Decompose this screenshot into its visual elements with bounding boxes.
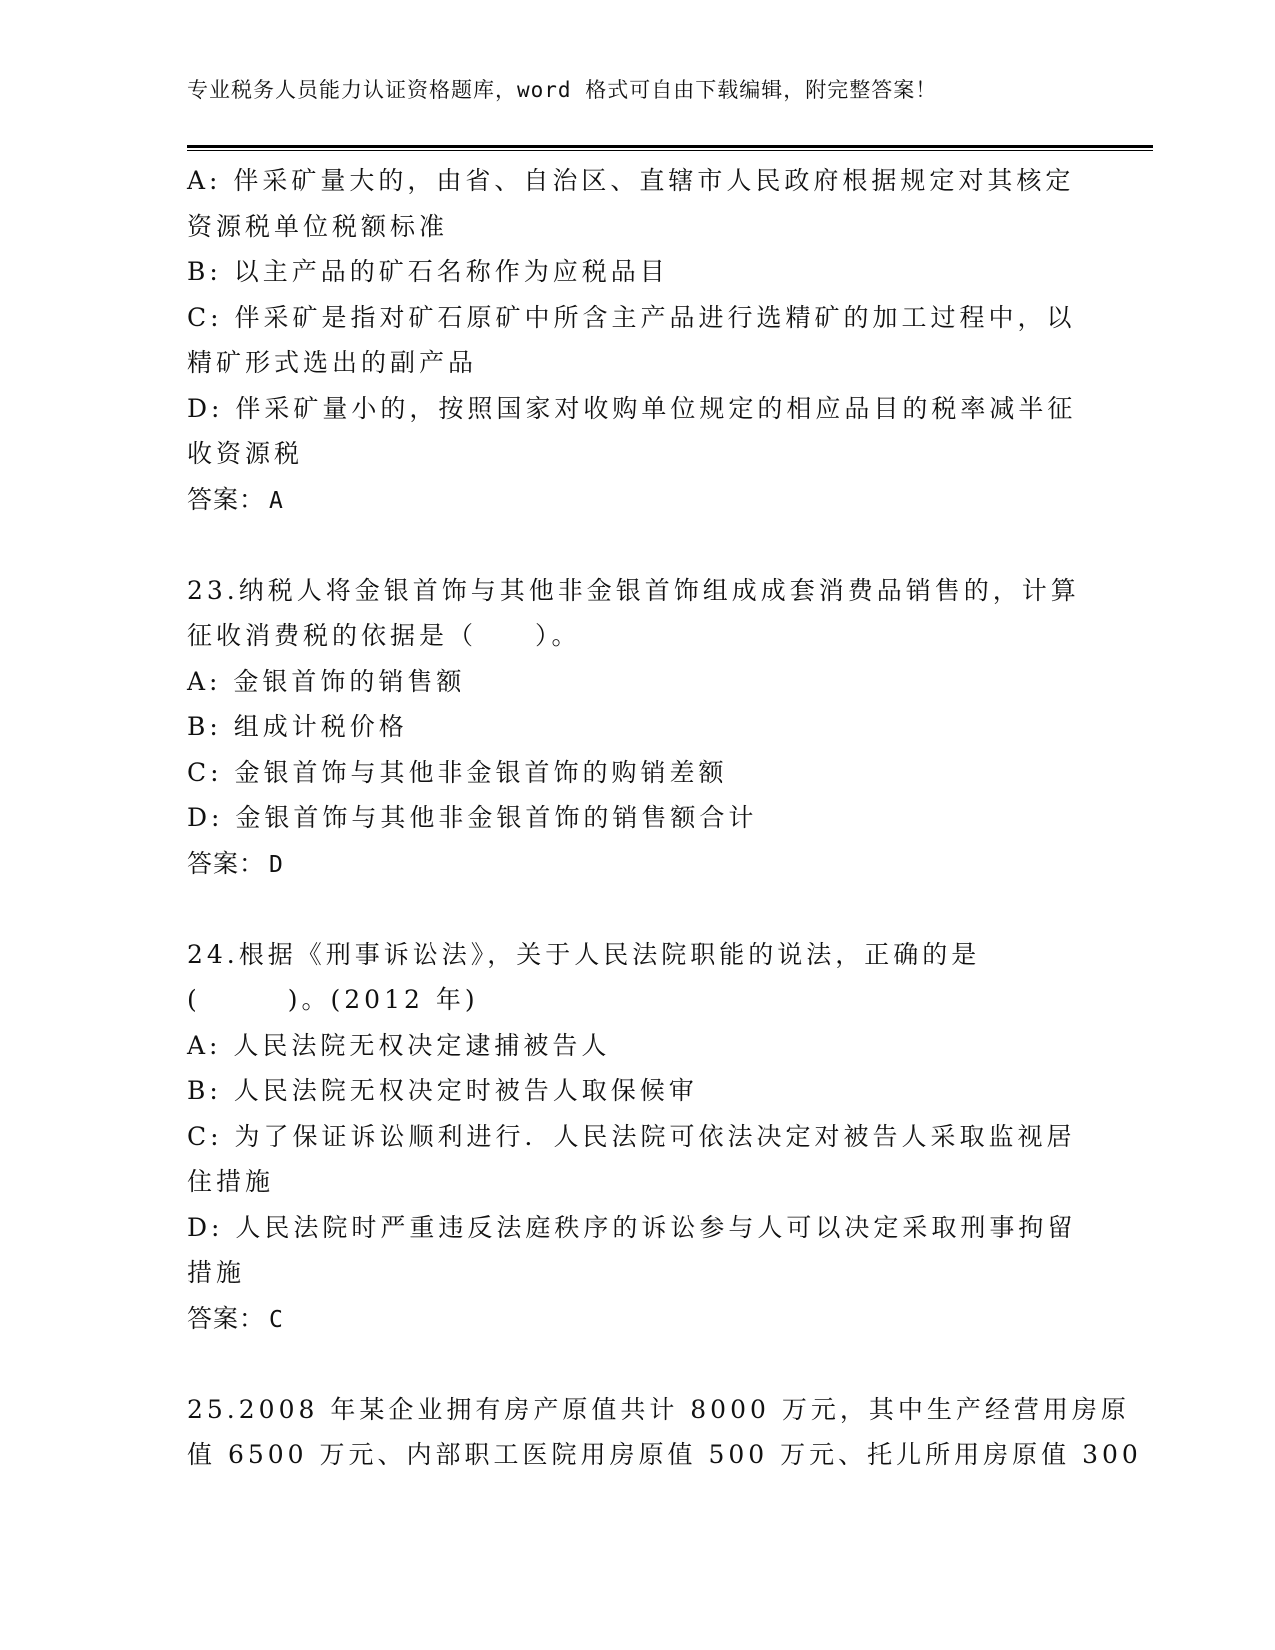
q23-stem-line1: 23.纳税人将金银首饰与其他非金银首饰组成成套消费品销售的，计算 <box>187 575 1080 605</box>
answer-label: 答案： <box>187 848 266 878</box>
q24-option-c-line1: C: 为了保证诉讼顺利进行．人民法院可依法决定对被告人采取监视居 <box>187 1121 1076 1151</box>
q23-stem-line2: 征收消费税的依据是（ ）。 <box>187 621 581 650</box>
q22-option-d-line1: D: 伴采矿量小的，按照国家对收购单位规定的相应品目的税率减半征 <box>187 393 1077 423</box>
answer-label: 答案： <box>187 1303 266 1333</box>
question-gap <box>187 522 1067 568</box>
q22-option-a-line1: A: 伴采矿量大的，由省、自治区、直辖市人民政府根据规定对其核定 <box>187 166 1075 195</box>
answer-value: C <box>269 1306 284 1333</box>
q23-option-a: A: 金银首饰的销售额 <box>187 666 466 696</box>
q24-stem-line2: ( )。(2012 年) <box>187 985 479 1014</box>
question-22 <box>187 158 1077 522</box>
page-header: 专业税务人员能力认证资格题库，word 格式可自由下载编辑，附完整答案！ <box>187 78 938 102</box>
q22-option-c-line2: 精矿形式选出的副产品 <box>187 348 478 377</box>
document-body <box>187 158 1142 1478</box>
q22-option-d-line2: 收资源税 <box>187 439 304 468</box>
q24-option-d-line2: 措施 <box>187 1258 246 1287</box>
answer-label: 答案： <box>187 484 266 514</box>
q24-answer <box>187 1296 1067 1342</box>
q24-option-c-line2: 住措施 <box>187 1167 275 1196</box>
q22-option-c-line1: C: 伴采矿是指对矿石原矿中所含主产品进行选精矿的加工过程中，以 <box>187 302 1076 332</box>
q23-answer <box>187 841 1067 887</box>
question-24 <box>187 932 1077 1342</box>
q23-option-d: D: 金银首饰与其他非金银首饰的销售额合计 <box>187 803 758 832</box>
q23-option-b: B: 组成计税价格 <box>187 712 408 741</box>
q24-option-d-line1: D: 人民法院时严重违反法庭秩序的诉讼参与人可以决定采取刑事拘留 <box>187 1212 1077 1242</box>
question-gap <box>187 1341 1067 1387</box>
q24-option-a: A: 人民法院无权决定逮捕被告人 <box>187 1030 611 1060</box>
q24-stem-line1: 24.根据《刑事诉讼法》，关于人民法院职能的说法，正确的是 <box>187 939 981 969</box>
header-divider <box>187 145 1153 151</box>
question-gap <box>187 886 1067 932</box>
answer-value: D <box>269 851 284 878</box>
q23-option-c: C: 金银首饰与其他非金银首饰的购销差额 <box>187 757 728 787</box>
q25-stem-line2: 值 6500 万元、内部职工医院用房原值 500 万元、托儿所用房原值 300 <box>187 1440 1142 1469</box>
question-23 <box>187 568 1080 887</box>
answer-value: A <box>269 487 284 514</box>
q22-option-a-line2: 资源税单位税额标准 <box>187 211 449 241</box>
question-25 <box>187 1387 1142 1478</box>
q24-option-b: B: 人民法院无权决定时被告人取保候审 <box>187 1076 698 1105</box>
q22-answer <box>187 477 1067 523</box>
q25-stem-line1: 25.2008 年某企业拥有房产原值共计 8000 万元，其中生产经营用房原 <box>187 1394 1130 1424</box>
q22-option-b: B: 以主产品的矿石名称作为应税品目 <box>187 257 669 286</box>
